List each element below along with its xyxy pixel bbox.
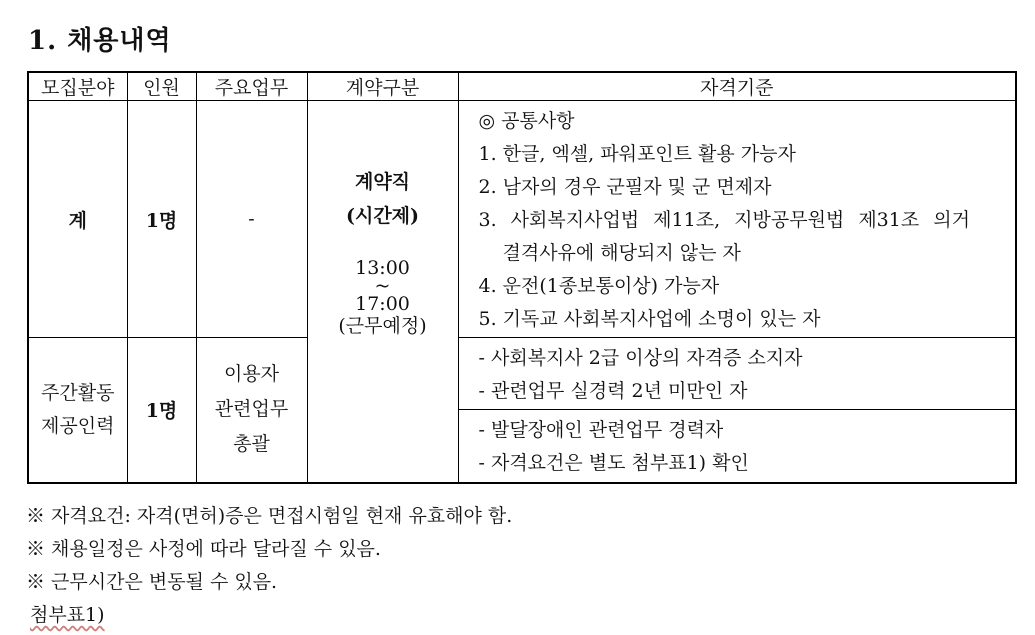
field-line: 제공인력 <box>41 414 115 437</box>
contract-subtype: (시간제) <box>345 205 420 228</box>
duty-line: 이용자 <box>223 363 280 386</box>
table-row <box>28 338 1016 410</box>
duty-line: 총괄 <box>233 433 270 456</box>
duty-cell <box>196 338 307 483</box>
duty-line: 관련업무 <box>214 398 289 421</box>
list-item: 2. 남자의 경우 군필자 및 군 면제자 <box>478 176 772 198</box>
table-row <box>28 101 1016 338</box>
header-contract: 계약구분 <box>307 72 458 101</box>
field-cell <box>28 338 127 483</box>
qualifications-cell <box>458 410 1016 483</box>
list-item: 3. 사회복지사업법 제11조, 지방공무원법 제31조 의거 <box>478 209 970 231</box>
field-cell: 계 <box>28 101 127 338</box>
note-item: ※ 근무시간은 변동될 수 있음. <box>26 571 278 593</box>
section-title: 1. 채용내역 <box>28 26 172 56</box>
list-item: 4. 운전(1종보통이상) 가능자 <box>478 275 720 297</box>
list-item: - 자격요건은 별도 첨부표1) 확인 <box>478 452 749 474</box>
header-field: 모집분야 <box>28 72 127 101</box>
count-cell: 1명 <box>127 338 196 483</box>
list-item: ◎ 공통사항 <box>478 110 575 132</box>
header-count: 인원 <box>127 72 196 101</box>
field-line: 주간활동 <box>41 381 115 404</box>
contract-end: 17:00 <box>355 293 410 316</box>
attachment-label: 첨부표1) <box>30 604 105 626</box>
count-cell: 1명 <box>127 101 196 338</box>
contract-tilde: ~ <box>374 275 391 298</box>
list-item: - 발달장애인 관련업무 경력자 <box>478 419 724 441</box>
list-item: 5. 기독교 사회복지사업에 소명이 있는 자 <box>478 308 821 330</box>
list-item: 결격사유에 해당되지 않는 자 <box>502 242 741 264</box>
contract-type: 계약직 <box>354 171 411 194</box>
contract-note: (근무예정) <box>338 315 427 338</box>
table-header-row <box>28 72 1016 101</box>
notes-section <box>26 500 512 632</box>
contract-start: 13:00 <box>355 257 410 280</box>
qualifications-cell <box>458 338 1016 410</box>
list-item: - 사회복지사 2급 이상의 자격증 소지자 <box>478 347 803 369</box>
contract-cell <box>307 101 458 483</box>
header-qualifications: 자격기준 <box>458 72 1016 101</box>
note-item: ※ 자격요건: 자격(면허)증은 면접시험일 현재 유효해야 함. <box>26 505 513 527</box>
recruitment-table <box>27 71 1017 484</box>
note-item: ※ 채용일정은 사정에 따라 달라질 수 있음. <box>26 538 381 560</box>
header-duty: 주요업무 <box>196 72 307 101</box>
list-item: - 관련업무 실경력 2년 미만인 자 <box>478 380 748 402</box>
qualifications-cell <box>458 101 1016 338</box>
duty-cell: - <box>196 101 307 338</box>
list-item: 1. 한글, 엑셀, 파워포인트 활용 가능자 <box>478 143 796 165</box>
